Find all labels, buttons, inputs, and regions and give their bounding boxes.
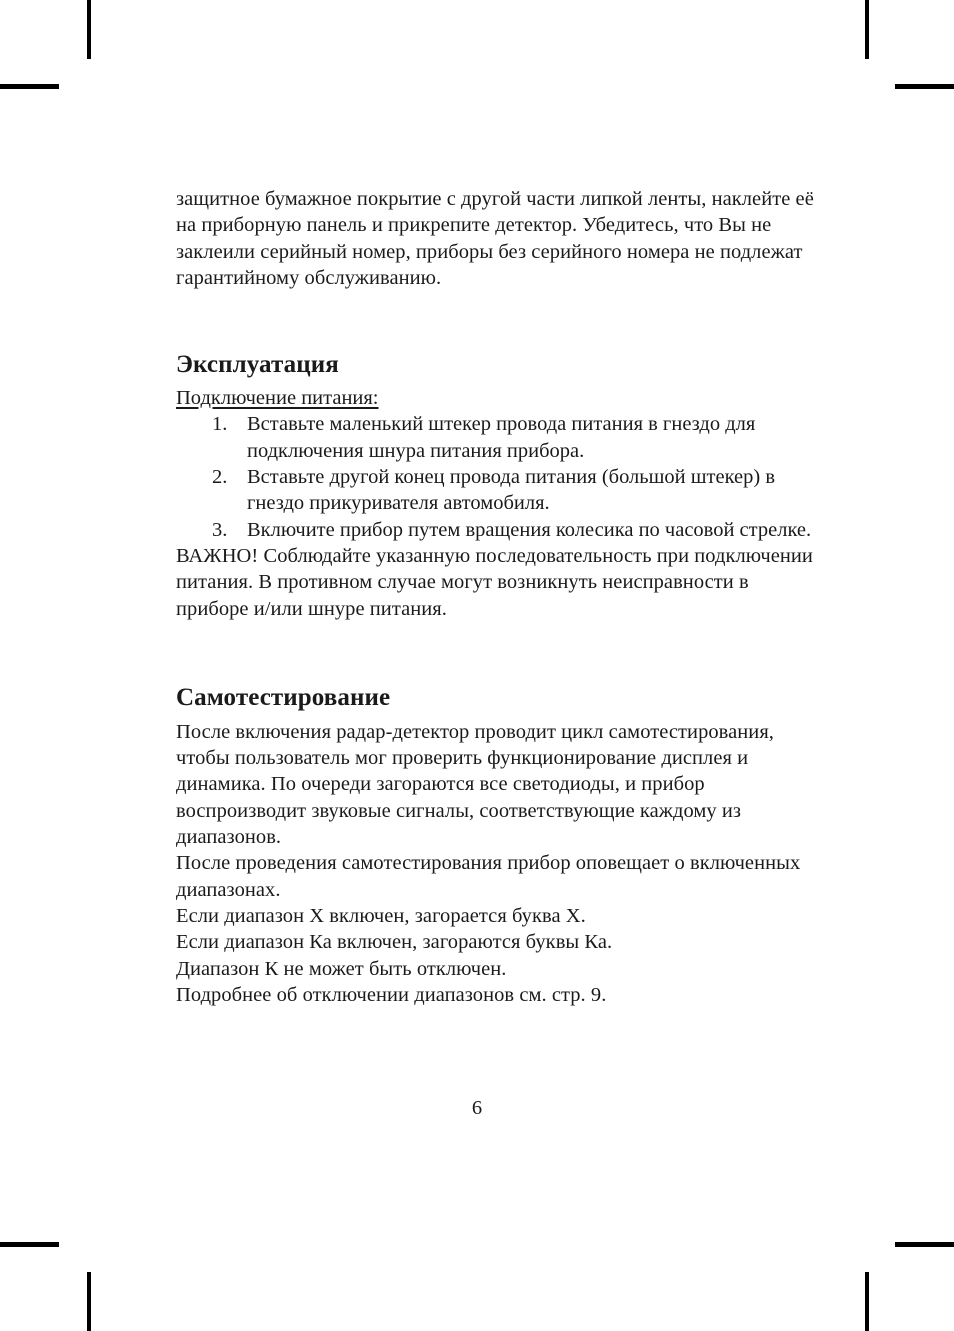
crop-mark-top-right-horizontal — [895, 84, 954, 89]
crop-mark-bottom-left-horizontal — [0, 1242, 59, 1247]
page-number: 6 — [471, 1097, 483, 1119]
crop-mark-bottom-left-vertical — [87, 1272, 91, 1331]
section-heading-self-test: Самотестирование — [176, 683, 391, 711]
intro-paragraph: защитное бумажное покрытие с другой части липкой ленты, наклейте её на приборную панель и прикрепите детектор. Убедитесь, что Вы не заклеили серийный номер, приборы без серийного номера не подлежат гарантийному обслуживанию. — [176, 188, 814, 289]
crop-mark-bottom-right-horizontal — [895, 1242, 954, 1247]
crop-mark-top-left-vertical — [87, 0, 91, 59]
crop-mark-top-right-vertical — [865, 0, 869, 59]
page-text-column — [176, 186, 816, 1008]
crop-mark-bottom-right-vertical — [865, 1272, 869, 1331]
list-item: Вставьте другой конец провода питания (большой штекер) в гнездо прикуривателя автомобиля. — [247, 466, 776, 515]
spacer — [176, 622, 816, 683]
self-test-paragraph: Диапазон К не может быть отключен. — [176, 957, 507, 980]
crop-mark-top-left-horizontal — [0, 84, 59, 89]
important-note-paragraph: ВАЖНО! Соблюдайте указанную последовательность при подключении питания. В противном случае могут возникнуть неисправности в приборе и/или шнуре питания. — [176, 544, 813, 620]
self-test-paragraph: Подробнее об отключении диапазонов см. стр. 9. — [176, 983, 607, 1006]
self-test-paragraph: Если диапазон Ка включен, загораются буквы Ка. — [176, 931, 613, 954]
list-item: Включите прибор путем вращения колесика по часовой стрелке. — [247, 518, 812, 541]
list-item: Вставьте маленький штекер провода питания в гнездо для подключения шнура питания прибора. — [247, 413, 756, 462]
self-test-paragraph: После проведения самотестирования прибор оповещает о включенных диапазонах. — [176, 852, 801, 901]
spacer — [176, 291, 816, 350]
self-test-paragraph: После включения радар-детектор проводит цикл самотестирования, чтобы пользователь мог проверить функционирование дисплея и динамика. По очереди загораются все светодиоды, и прибор воспроизводит звуковые сигналы, соответствующие каждому из диапазонов. — [176, 720, 774, 849]
power-connection-steps — [176, 411, 816, 542]
section-heading-operation: Эксплуатация — [176, 351, 339, 379]
self-test-paragraph: Если диапазон Х включен, загорается буква Х. — [176, 904, 586, 927]
subheading-wrapper — [176, 385, 816, 411]
subheading-power-connection: Подключение питания: — [176, 387, 379, 410]
